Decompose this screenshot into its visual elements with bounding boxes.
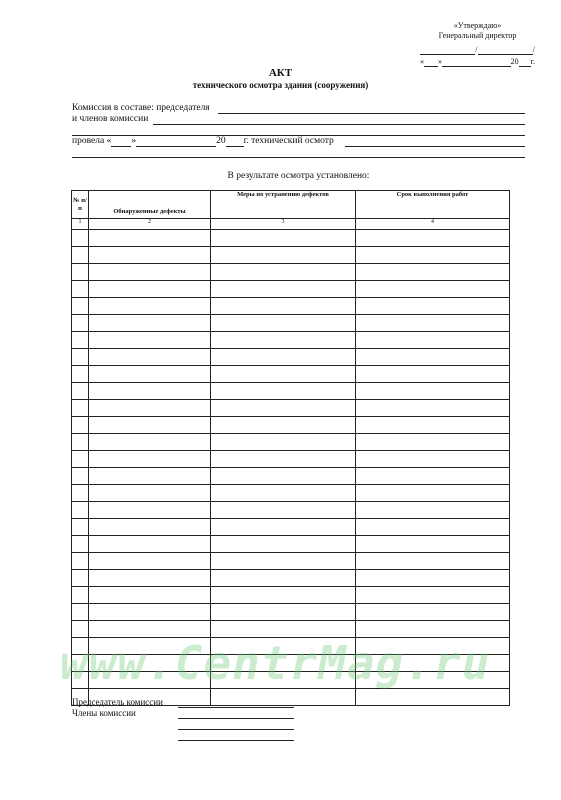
table-cell xyxy=(72,230,89,247)
table-cell xyxy=(356,451,510,468)
held-close: » xyxy=(131,136,137,146)
table-row xyxy=(72,417,510,434)
date-open: « xyxy=(420,57,424,66)
approval-block xyxy=(420,21,535,67)
table-row xyxy=(72,519,510,536)
table-cell xyxy=(356,366,510,383)
table-cell xyxy=(89,247,211,264)
table-cell xyxy=(89,230,211,247)
held-rest: г. технический осмотр xyxy=(243,136,334,146)
table-cell xyxy=(72,638,89,655)
table-cell xyxy=(356,536,510,553)
table-row xyxy=(72,434,510,451)
table-row xyxy=(72,298,510,315)
table-row xyxy=(72,230,510,247)
table-cell xyxy=(89,383,211,400)
table-cell xyxy=(211,485,356,502)
table-cell xyxy=(89,672,211,689)
table-cell xyxy=(356,468,510,485)
table-cell xyxy=(211,502,356,519)
table-cell xyxy=(211,264,356,281)
table-cell xyxy=(356,689,510,706)
table-cell xyxy=(89,417,211,434)
table-cell xyxy=(356,587,510,604)
table-cell xyxy=(89,264,211,281)
table-cell xyxy=(72,434,89,451)
table-cell xyxy=(72,451,89,468)
table-row xyxy=(72,349,510,366)
defects-table xyxy=(71,190,510,706)
table-row xyxy=(72,485,510,502)
table-cell xyxy=(356,502,510,519)
table-cell xyxy=(211,655,356,672)
table-cell xyxy=(211,281,356,298)
table-cell xyxy=(89,655,211,672)
held-label: провела « xyxy=(72,136,112,146)
slash-2: / xyxy=(532,45,535,54)
table-header-row xyxy=(72,191,510,219)
table-cell xyxy=(89,349,211,366)
held-line-2 xyxy=(72,157,525,158)
table-cell xyxy=(356,655,510,672)
table-cell xyxy=(72,264,89,281)
table-cell xyxy=(72,519,89,536)
table-cell xyxy=(356,672,510,689)
table-cell xyxy=(356,553,510,570)
column-number-row xyxy=(72,219,510,230)
table-cell xyxy=(211,400,356,417)
watermark: www.CentrMag.ru xyxy=(60,636,491,690)
table-row xyxy=(72,587,510,604)
table-cell xyxy=(89,553,211,570)
table-cell xyxy=(89,434,211,451)
table-cell xyxy=(211,536,356,553)
table-cell xyxy=(72,298,89,315)
table-cell xyxy=(89,638,211,655)
table-cell xyxy=(211,604,356,621)
table-cell xyxy=(211,247,356,264)
table-row xyxy=(72,553,510,570)
table-cell xyxy=(356,434,510,451)
chairman-signature-line xyxy=(178,707,294,708)
table-cell xyxy=(72,281,89,298)
table-cell xyxy=(89,485,211,502)
document-title: АКТ xyxy=(268,67,293,79)
table-cell xyxy=(356,417,510,434)
table-cell xyxy=(72,400,89,417)
table-cell xyxy=(356,485,510,502)
table-cell xyxy=(211,298,356,315)
table-cell xyxy=(89,621,211,638)
table-row xyxy=(72,570,510,587)
table-cell xyxy=(211,621,356,638)
header-measures: Меры по устранению дефектов xyxy=(211,191,356,219)
table-cell xyxy=(356,247,510,264)
signature-row xyxy=(420,45,535,55)
table-cell xyxy=(89,451,211,468)
table-cell xyxy=(211,587,356,604)
member-signature-line-3 xyxy=(178,740,294,741)
table-row xyxy=(72,400,510,417)
table-cell xyxy=(89,468,211,485)
table-cell xyxy=(356,332,510,349)
held-row xyxy=(72,136,334,147)
table-cell xyxy=(211,553,356,570)
table-row xyxy=(72,672,510,689)
table-row xyxy=(72,536,510,553)
table-cell xyxy=(72,587,89,604)
table-cell xyxy=(72,553,89,570)
table-cell xyxy=(211,672,356,689)
table-cell xyxy=(356,230,510,247)
table-cell xyxy=(89,570,211,587)
chairman-signature-label: Председатель комиссии xyxy=(72,697,163,707)
members-label: и членов комиссии xyxy=(72,114,149,124)
table-cell xyxy=(89,502,211,519)
year-prefix: 20 xyxy=(510,57,519,66)
table-cell xyxy=(72,468,89,485)
header-number: № п/п xyxy=(72,191,89,219)
table-row xyxy=(72,315,510,332)
table-row xyxy=(72,451,510,468)
table-row xyxy=(72,247,510,264)
table-cell xyxy=(72,621,89,638)
member-signature-line-1 xyxy=(178,718,294,719)
table-row xyxy=(72,366,510,383)
table-cell xyxy=(72,383,89,400)
table-cell xyxy=(211,315,356,332)
year-suffix: г. xyxy=(530,57,535,66)
table-cell xyxy=(356,519,510,536)
chairman-line xyxy=(218,113,525,114)
table-cell xyxy=(89,298,211,315)
table-cell xyxy=(72,570,89,587)
table-cell xyxy=(211,417,356,434)
header-deadline: Срок выполнения работ xyxy=(356,191,510,219)
table-cell xyxy=(356,349,510,366)
table-cell xyxy=(72,315,89,332)
members-signature-label: Члены комиссии xyxy=(72,708,136,718)
table-cell xyxy=(72,536,89,553)
table-cell xyxy=(211,383,356,400)
table-cell xyxy=(72,655,89,672)
table-cell xyxy=(89,332,211,349)
table-cell xyxy=(211,638,356,655)
approval-position: Генеральный директор xyxy=(438,31,517,40)
table-cell xyxy=(89,536,211,553)
table-row xyxy=(72,604,510,621)
table-row xyxy=(72,638,510,655)
table-cell xyxy=(72,332,89,349)
table-cell xyxy=(211,332,356,349)
table-row xyxy=(72,502,510,519)
table-cell xyxy=(211,689,356,706)
table-cell xyxy=(72,349,89,366)
table-cell xyxy=(72,417,89,434)
table-cell xyxy=(211,451,356,468)
table-row xyxy=(72,383,510,400)
table-cell xyxy=(356,383,510,400)
table-cell xyxy=(211,468,356,485)
table-row xyxy=(72,264,510,281)
table-cell xyxy=(72,366,89,383)
col-num-1: 1 xyxy=(72,219,89,230)
table-row xyxy=(72,468,510,485)
table-cell xyxy=(356,298,510,315)
table-cell xyxy=(72,672,89,689)
held-year: 20 xyxy=(216,136,226,146)
table-cell xyxy=(211,349,356,366)
table-cell xyxy=(72,604,89,621)
col-num-2: 2 xyxy=(89,219,211,230)
table-cell xyxy=(89,604,211,621)
table-cell xyxy=(89,315,211,332)
approval-date-row xyxy=(420,57,535,67)
table-cell xyxy=(72,247,89,264)
commission-label: Комиссия в составе: председателя xyxy=(72,103,210,113)
table-cell xyxy=(356,400,510,417)
held-line-1 xyxy=(345,146,525,147)
table-cell xyxy=(356,570,510,587)
table-row xyxy=(72,655,510,672)
table-row xyxy=(72,281,510,298)
table-cell xyxy=(89,519,211,536)
members-line-1 xyxy=(153,124,525,125)
header-defects: Обнаруженные дефекты xyxy=(89,191,211,219)
table-cell xyxy=(211,366,356,383)
table-cell xyxy=(356,281,510,298)
table-cell xyxy=(211,230,356,247)
date-close: » xyxy=(438,57,442,66)
slash-1: / xyxy=(475,45,478,54)
table-row xyxy=(72,332,510,349)
table-cell xyxy=(89,281,211,298)
table-cell xyxy=(211,519,356,536)
table-cell xyxy=(356,315,510,332)
table-cell xyxy=(72,485,89,502)
table-cell xyxy=(356,621,510,638)
table-cell xyxy=(356,638,510,655)
document-subtitle: технического осмотра здания (сооружения) xyxy=(192,80,369,90)
table-cell xyxy=(356,264,510,281)
table-cell xyxy=(89,366,211,383)
col-num-3: 3 xyxy=(211,219,356,230)
table-cell xyxy=(89,400,211,417)
table-cell xyxy=(356,604,510,621)
result-heading: В результате осмотра установлено: xyxy=(227,171,370,181)
approval-label: «Утверждаю» xyxy=(453,21,502,30)
member-signature-line-2 xyxy=(178,729,294,730)
table-cell xyxy=(89,587,211,604)
table-cell xyxy=(72,502,89,519)
col-num-4: 4 xyxy=(356,219,510,230)
table-row xyxy=(72,621,510,638)
table-cell xyxy=(211,434,356,451)
table-cell xyxy=(211,570,356,587)
